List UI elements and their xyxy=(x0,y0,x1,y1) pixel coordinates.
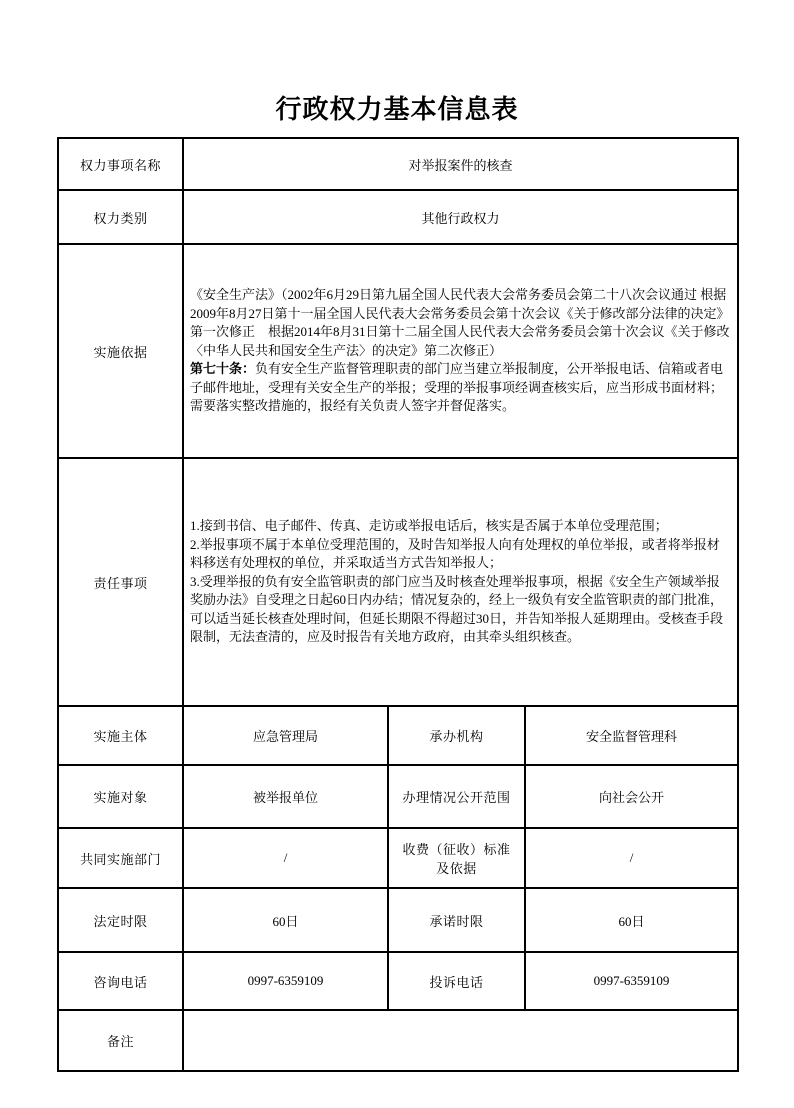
consultation-phone-label: 咨询电话 xyxy=(58,952,183,1010)
statutory-time-limit-value: 60日 xyxy=(183,888,388,952)
promised-time-limit-label: 承诺时限 xyxy=(388,888,525,952)
duty-item-1: 1.接到书信、电子邮件、传真、走访或举报电话后，核实是否属于本单位受理范围； xyxy=(190,518,668,534)
row-remarks xyxy=(58,1010,738,1071)
power-category-label: 权力类别 xyxy=(58,190,183,244)
responsibility-items-label: 责任事项 xyxy=(58,458,183,706)
implementation-target-label: 实施对象 xyxy=(58,765,183,828)
statutory-time-limit-label: 法定时限 xyxy=(58,888,183,952)
row-responsibility-items xyxy=(58,458,738,706)
implementation-target-value: 被举报单位 xyxy=(183,765,388,828)
undertaking-agency-value: 安全监督管理科 xyxy=(525,706,738,765)
remarks-value xyxy=(183,1010,738,1071)
complaint-phone-value: 0997-6359109 xyxy=(525,952,738,1010)
promised-time-limit-value: 60日 xyxy=(525,888,738,952)
duty-item-2: 2.举报事项不属于本单位受理范围的，及时告知举报人向有处理权的单位举报，或者将举报材料移送有处理权的单位，并采取适当方式告知举报人； xyxy=(190,536,720,571)
disclosure-scope-label: 办理情况公开范围 xyxy=(388,765,525,828)
undertaking-agency-label: 承办机构 xyxy=(388,706,525,765)
row-joint-departments xyxy=(58,828,738,888)
row-implementing-subject xyxy=(58,706,738,765)
power-name-value: 对举报案件的核查 xyxy=(183,138,738,190)
row-phones xyxy=(58,952,738,1010)
power-category-value: 其他行政权力 xyxy=(183,190,738,244)
power-name-label: 权力事项名称 xyxy=(58,138,183,190)
consultation-phone-value: 0997-6359109 xyxy=(183,952,388,1010)
joint-departments-value: / xyxy=(183,828,388,888)
article-number: 第七十条： xyxy=(190,361,256,377)
row-power-name xyxy=(58,138,738,190)
duty-item-3: 3.受理举报的负有安全监管职责的部门应当及时核查处理举报事项，根据《安全生产领域举报奖励办法》自受理之日起60日内办结；情况复杂的，经上一级负有安全监管职责的部门批准，可以适当延长核查处理时间，但延长期限不得超过30日，并告知举报人延期理由。受核查手段限制，无法查清的，应及时报告有关地方政府，由其牵头组织核查。 xyxy=(190,573,724,645)
implementing-subject-label: 实施主体 xyxy=(58,706,183,765)
row-implementation-basis xyxy=(58,244,738,458)
fee-standard-value: / xyxy=(525,828,738,888)
implementation-basis-content xyxy=(183,244,738,458)
joint-departments-label: 共同实施部门 xyxy=(58,828,183,888)
fee-standard-label: 收费（征收）标准及依据 xyxy=(388,828,525,888)
row-time-limits xyxy=(58,888,738,952)
info-table xyxy=(57,137,739,1072)
article-body: 负有安全生产监督管理职责的部门应当建立举报制度，公开举报电话、信箱或者电子邮件地址，受理有关安全生产的举报；受理的举报事项经调查核实后，应当形成书面材料；需要落实整改措施的，报经有关负责人签字并督促落实。 xyxy=(190,361,724,414)
row-power-category xyxy=(58,190,738,244)
page-title: 行政权力基本信息表 xyxy=(275,95,519,124)
complaint-phone-label: 投诉电话 xyxy=(388,952,525,1010)
implementation-basis-label: 实施依据 xyxy=(58,244,183,458)
remarks-label: 备注 xyxy=(58,1010,183,1071)
disclosure-scope-value: 向社会公开 xyxy=(525,765,738,828)
responsibility-items-content xyxy=(183,458,738,706)
article-paragraph xyxy=(190,360,731,416)
row-implementation-target xyxy=(58,765,738,828)
implementing-subject-value: 应急管理局 xyxy=(183,706,388,765)
law-citation-paragraph: 《安全生产法》（2002年6月29日第九届全国人民代表大会常务委员会第二十八次会议通过 根据2009年8月27日第十一届全国人民代表大会常务委员会第十次会议《关于修改部分法律的决定》第一次修正 根据2014年8月31日第十二届全国人民代表大会常务委员会第十次会议《关于修改〈中华人民共和国安全生产法〉的决定》第二次修正） xyxy=(190,287,730,358)
